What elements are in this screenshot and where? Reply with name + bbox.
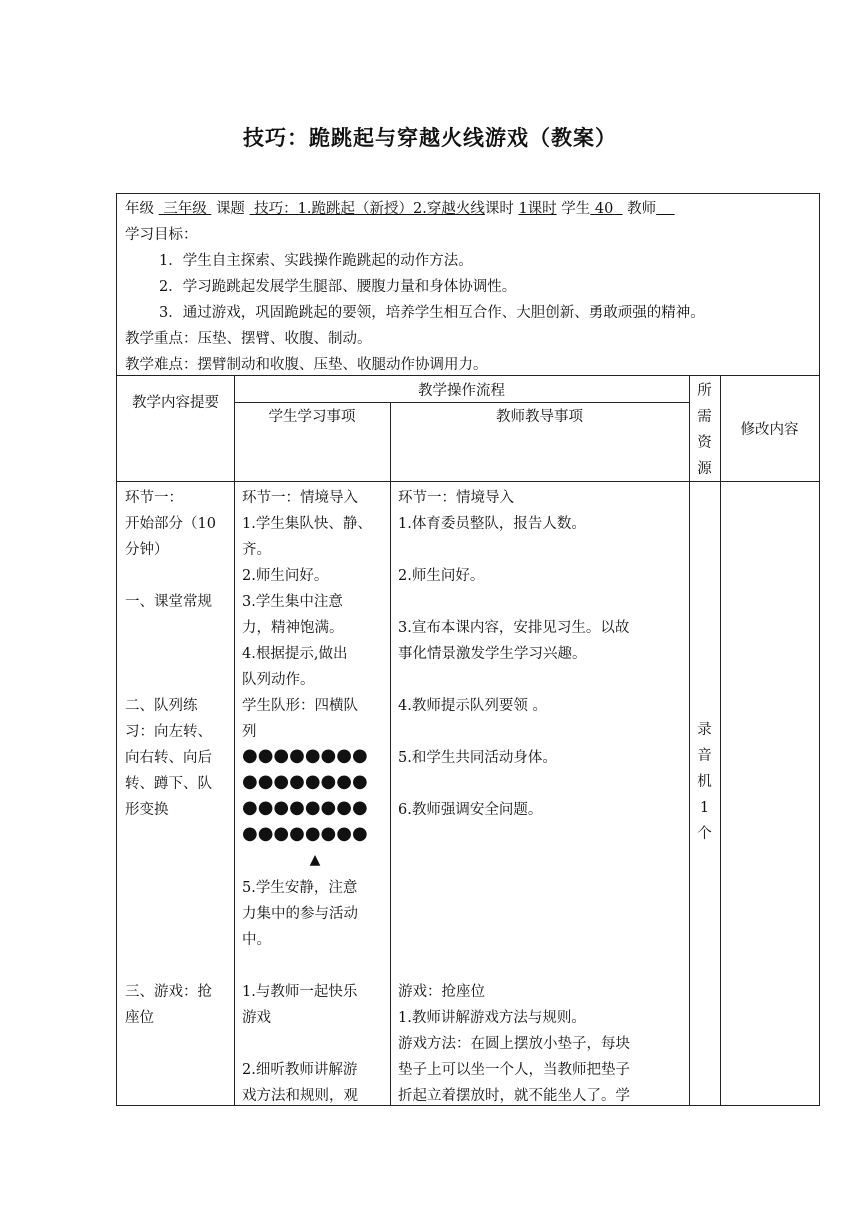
header-content-outline: 教学内容提要 bbox=[132, 395, 219, 411]
student-items-part1: 环节一：情境导入 1.学生集队快、静、 齐。 2.师生问好。 3.学生集中注意 力，精神饱满。 4.根据提示,做出 队列动作。 学生队形：四横队 列 bbox=[242, 490, 372, 740]
teacher-label: 教师 bbox=[627, 201, 657, 217]
students-label: 学生 bbox=[561, 201, 591, 217]
student-items-part2: 5.学生安静，注意 力集中的参与活动 中。 bbox=[242, 880, 358, 948]
formation-outline: 二、队列练 习：向左转、 向右转、向后 转、蹲下、队 形变换 bbox=[125, 698, 212, 818]
key-points: 教学重点：压垫、摆臂、收腹、制动。 bbox=[125, 331, 372, 347]
difficulty-points: 教学难点：摆臂制动和收腹、压垫、收腿动作协调用力。 bbox=[125, 357, 488, 373]
lesson-info-block bbox=[117, 194, 819, 376]
formation-row: ●●●●●●●● bbox=[242, 745, 368, 766]
goals-label: 学习目标： bbox=[125, 227, 198, 243]
header-process: 教学操作流程 bbox=[418, 383, 505, 399]
students-value: 40 bbox=[594, 201, 614, 217]
goal-item-2: 2．学习跪跳起发展学生腿部、腰腹力量和身体协调性。 bbox=[159, 279, 517, 295]
goal-item-1: 1．学生自主探索、实践操作跪跳起的动作方法。 bbox=[159, 253, 473, 269]
hours-label: 课时 bbox=[484, 201, 514, 217]
col-divider-4 bbox=[720, 376, 721, 1105]
teacher-items-part2: 游戏：抢座位 1.教师讲解游戏方法与规则。 游戏方法：在圆上摆放小垫子，每块 垫子上可以坐一个人，当教师把垫子 折起立着摆放时，就不能坐人了。学 bbox=[398, 984, 630, 1104]
topic-value: 技巧：1.跪跳起（新授）2.穿越火线 bbox=[254, 201, 485, 217]
lesson-plan-table bbox=[116, 193, 820, 1106]
student-items-part3: 1.与教师一起快乐 游戏 2.细听教师讲解游 戏方法和规则，观 bbox=[242, 984, 358, 1104]
formation-row: ●●●●●●●● bbox=[242, 823, 368, 844]
formation-row: ●●●●●●●● bbox=[242, 771, 368, 792]
topic-label: 课题 bbox=[215, 201, 245, 217]
teacher-position-icon: ▲ bbox=[309, 852, 321, 868]
lesson-info-row bbox=[125, 196, 811, 222]
page-title: 技巧：跪跳起与穿越火线游戏（教案） bbox=[243, 126, 617, 150]
header-revisions: 修改内容 bbox=[740, 422, 799, 438]
header-teacher-items: 教师教导事项 bbox=[496, 409, 583, 425]
student-formation-diagram bbox=[242, 743, 388, 873]
grade-label: 年级 bbox=[125, 201, 154, 217]
hours-value: 1课时 bbox=[518, 201, 557, 217]
routine-outline: 一、课堂常规 bbox=[125, 594, 212, 610]
game-outline: 三、游戏：抢 座位 bbox=[125, 984, 212, 1026]
resource-recorder: 录 音 机 1 个 bbox=[697, 722, 712, 842]
grade-value: 三年级 bbox=[163, 201, 207, 217]
teacher-value bbox=[656, 201, 674, 217]
formation-row: ●●●●●●●● bbox=[242, 797, 368, 818]
teacher-items-part1: 环节一：情境导入 1.体育委员整队，报告人数。 2.师生问好。 3.宣布本课内容，安排见习生。以故 事化情景激发学生学习兴趣。 4.教师提示队列要领 。 5.和学生共同活动身体。 6.教师强调安全问题。 bbox=[398, 490, 630, 818]
goal-item-3: 3．通过游戏，巩固跪跳起的要领，培养学生相互合作、大胆创新、勇敢顽强的精神。 bbox=[159, 305, 705, 321]
header-resources: 所需资源 bbox=[697, 383, 712, 477]
segment1-outline: 环节一： 开始部分（10 分钟） bbox=[125, 490, 216, 558]
header-student-items: 学生学习事项 bbox=[268, 409, 356, 425]
